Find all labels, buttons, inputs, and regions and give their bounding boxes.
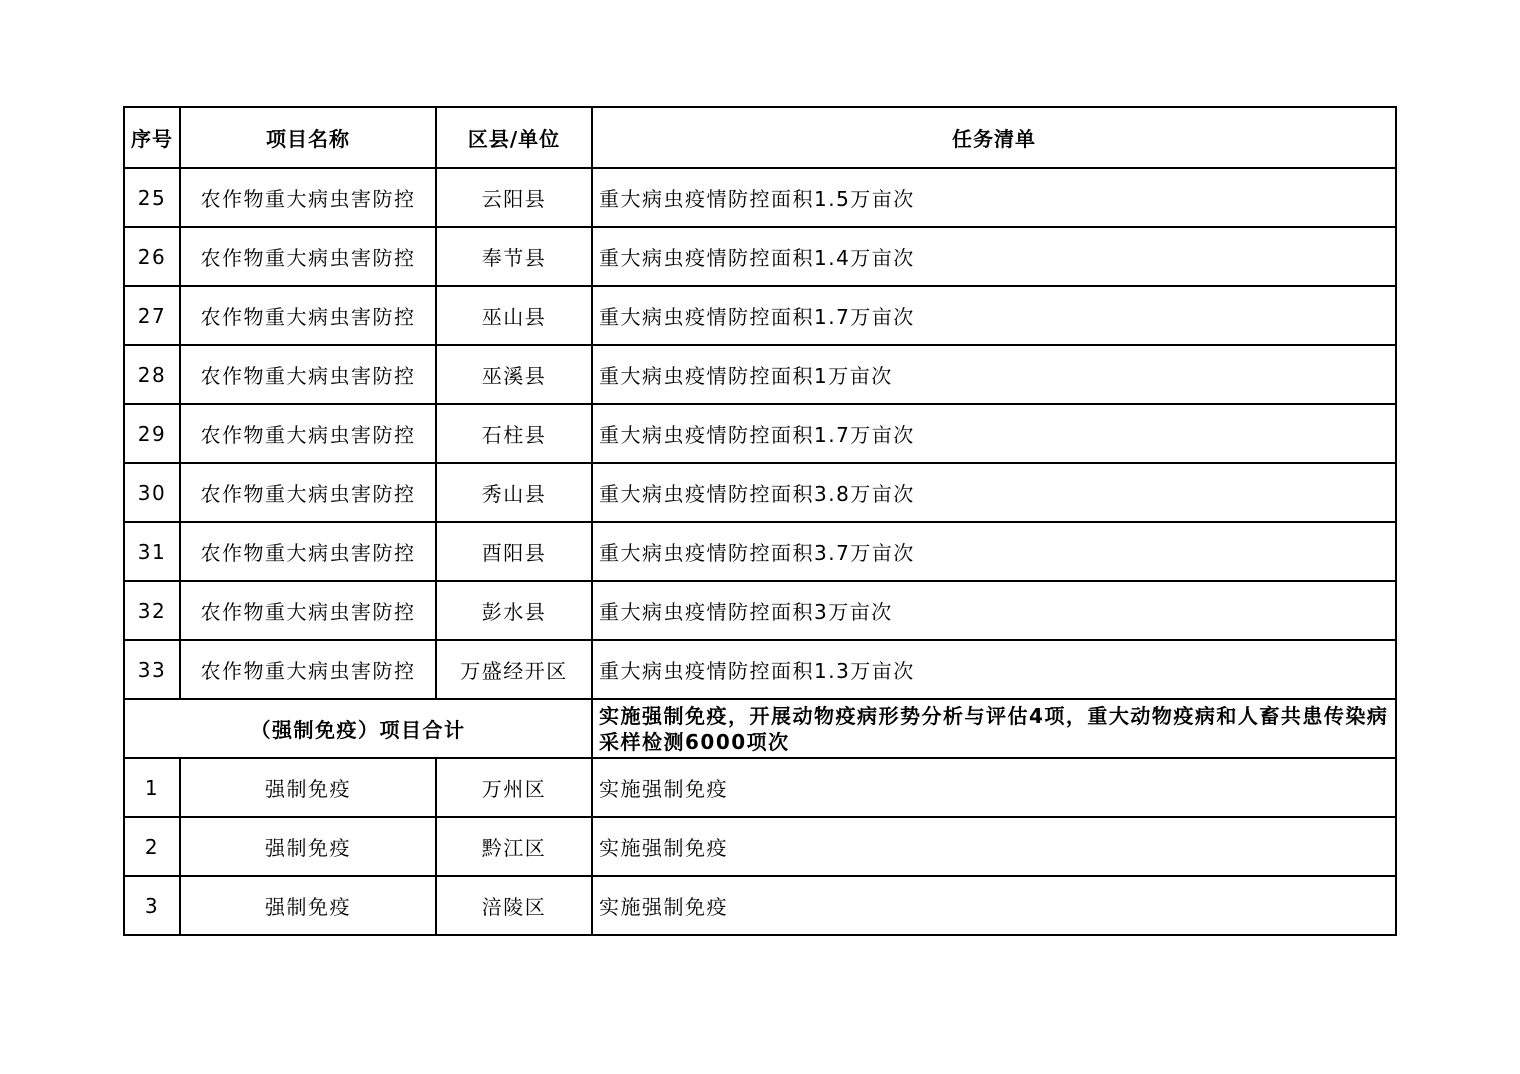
cell-index: 27 xyxy=(124,286,180,345)
cell-project: 农作物重大病虫害防控 xyxy=(180,581,436,640)
cell-unit: 巫山县 xyxy=(436,286,592,345)
cell-task: 重大病虫疫情防控面积1.5万亩次 xyxy=(592,168,1396,227)
cell-task: 实施强制免疫 xyxy=(592,817,1396,876)
cell-task: 重大病虫疫情防控面积3万亩次 xyxy=(592,581,1396,640)
cell-unit: 酉阳县 xyxy=(436,522,592,581)
cell-task: 重大病虫疫情防控面积1.7万亩次 xyxy=(592,404,1396,463)
table-row xyxy=(124,345,1396,404)
table-header-row xyxy=(124,107,1396,168)
table-row xyxy=(124,168,1396,227)
cell-index: 29 xyxy=(124,404,180,463)
cell-index: 2 xyxy=(124,817,180,876)
cell-unit: 彭水县 xyxy=(436,581,592,640)
table-row xyxy=(124,581,1396,640)
table-row xyxy=(124,522,1396,581)
cell-project: 农作物重大病虫害防控 xyxy=(180,404,436,463)
total-label: （强制免疫）项目合计 xyxy=(124,699,592,758)
table-row xyxy=(124,227,1396,286)
cell-task: 重大病虫疫情防控面积1.3万亩次 xyxy=(592,640,1396,699)
table-row xyxy=(124,817,1396,876)
cell-unit: 黔江区 xyxy=(436,817,592,876)
table-row xyxy=(124,876,1396,935)
cell-unit: 万盛经开区 xyxy=(436,640,592,699)
cell-task: 重大病虫疫情防控面积3.8万亩次 xyxy=(592,463,1396,522)
header-tasks: 任务清单 xyxy=(592,107,1396,168)
cell-index: 31 xyxy=(124,522,180,581)
cell-project: 农作物重大病虫害防控 xyxy=(180,463,436,522)
cell-unit: 巫溪县 xyxy=(436,345,592,404)
cell-unit: 石柱县 xyxy=(436,404,592,463)
table-row xyxy=(124,463,1396,522)
cell-task: 重大病虫疫情防控面积3.7万亩次 xyxy=(592,522,1396,581)
total-task: 实施强制免疫，开展动物疫病形势分析与评估4项，重大动物疫病和人畜共患传染病采样检测6000项次 xyxy=(592,699,1396,758)
cell-project: 农作物重大病虫害防控 xyxy=(180,227,436,286)
cell-project: 农作物重大病虫害防控 xyxy=(180,168,436,227)
cell-task: 重大病虫疫情防控面积1万亩次 xyxy=(592,345,1396,404)
table-row xyxy=(124,640,1396,699)
cell-index: 32 xyxy=(124,581,180,640)
cell-project: 强制免疫 xyxy=(180,817,436,876)
table-row xyxy=(124,404,1396,463)
cell-index: 25 xyxy=(124,168,180,227)
cell-task: 重大病虫疫情防控面积1.4万亩次 xyxy=(592,227,1396,286)
cell-index: 33 xyxy=(124,640,180,699)
cell-project: 农作物重大病虫害防控 xyxy=(180,522,436,581)
cell-task: 重大病虫疫情防控面积1.7万亩次 xyxy=(592,286,1396,345)
table-row xyxy=(124,758,1396,817)
header-index: 序号 xyxy=(124,107,180,168)
cell-unit: 涪陵区 xyxy=(436,876,592,935)
cell-unit: 万州区 xyxy=(436,758,592,817)
cell-project: 强制免疫 xyxy=(180,758,436,817)
table-row xyxy=(124,286,1396,345)
header-project: 项目名称 xyxy=(180,107,436,168)
cell-index: 3 xyxy=(124,876,180,935)
cell-project: 农作物重大病虫害防控 xyxy=(180,286,436,345)
cell-task: 实施强制免疫 xyxy=(592,758,1396,817)
cell-project: 强制免疫 xyxy=(180,876,436,935)
cell-index: 30 xyxy=(124,463,180,522)
cell-project: 农作物重大病虫害防控 xyxy=(180,640,436,699)
task-table xyxy=(123,106,1397,936)
cell-unit: 秀山县 xyxy=(436,463,592,522)
cell-unit: 奉节县 xyxy=(436,227,592,286)
header-unit: 区县/单位 xyxy=(436,107,592,168)
cell-index: 28 xyxy=(124,345,180,404)
cell-index: 1 xyxy=(124,758,180,817)
cell-index: 26 xyxy=(124,227,180,286)
cell-unit: 云阳县 xyxy=(436,168,592,227)
cell-task: 实施强制免疫 xyxy=(592,876,1396,935)
cell-project: 农作物重大病虫害防控 xyxy=(180,345,436,404)
total-row xyxy=(124,699,1396,758)
